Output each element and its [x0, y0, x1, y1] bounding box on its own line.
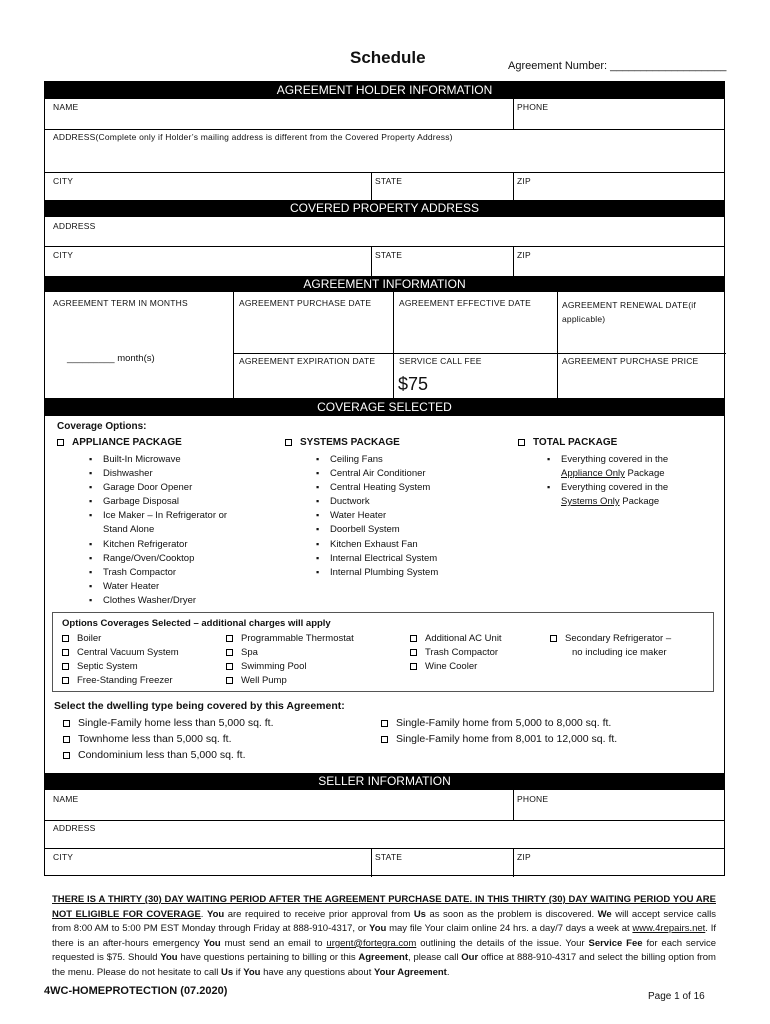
- checkbox-icon: [62, 649, 69, 656]
- option-wine-cooler[interactable]: Wine Cooler: [410, 661, 477, 672]
- systems-package-option[interactable]: [285, 437, 400, 448]
- checkbox-icon: [63, 752, 70, 759]
- checkbox-icon: [62, 663, 69, 670]
- list-item: ▪ Range/Oven/Cooktop: [103, 553, 194, 564]
- effective-date-label: AGREEMENT EFFECTIVE DATE: [399, 298, 532, 308]
- checkbox-icon: [518, 439, 525, 446]
- dwelling-option[interactable]: Single-Family home from 8,001 to 12,000 sq. ft.: [381, 733, 617, 745]
- list-item: ▪ Everything covered in the: [561, 454, 668, 465]
- list-item: ▪ Internal Plumbing System: [330, 567, 438, 578]
- list-item: ▪ Ice Maker – In Refrigerator or: [103, 510, 227, 521]
- seller-state-label: STATE: [375, 852, 403, 862]
- checkbox-icon: [410, 649, 417, 656]
- expiration-date-label: AGREEMENT EXPIRATION DATE: [239, 356, 376, 366]
- renewal-date-label: AGREEMENT RENEWAL DATE(if applicable): [562, 300, 696, 324]
- list-item-continued: Appliance Only Package: [561, 468, 665, 479]
- appliance-package-option[interactable]: [57, 437, 182, 448]
- checkbox-icon: [410, 663, 417, 670]
- property-state-label: STATE: [375, 250, 403, 260]
- checkbox-icon: [226, 677, 233, 684]
- holder-zip-label: ZIP: [517, 176, 531, 186]
- checkbox-icon: [57, 439, 64, 446]
- checkbox-icon: [285, 439, 292, 446]
- seller-name-label: NAME: [53, 794, 79, 804]
- list-item: ▪ Everything covered in the: [561, 482, 668, 493]
- list-item: ▪ Water Heater: [330, 510, 386, 521]
- email-link[interactable]: urgent@fortegra.com: [326, 937, 417, 949]
- list-item: ▪ Clothes Washer/Dryer: [103, 595, 196, 606]
- holder-state-label: STATE: [375, 176, 403, 186]
- section-bar-holder: AGREEMENT HOLDER INFORMATION: [45, 82, 724, 99]
- waiting-period-notice: THERE IS A THIRTY (30) DAY WAITING PERIOD AFTER THE AGREEMENT PURCHASE DATE. IN THIS THIRTY (30) DAY WAITING PERIOD YOU ARE NOT ELIGIBLE FOR COVERAGE. You are required to receive prior approval from Us as soon as the problem is discovered. We will accept service calls from 8:00 AM to 5:00 PM EST Monday through Friday at 888-910-4317, or You may file Your claim online 24 hrs. a day/7 days a week at www.4repairs.net. If there is an after-hours emergency You must send an email to urgent@fortegra.com outlining the details of the issue. Your Service Fee for each service requested is $75. Should You have questions pertaining to billing or this Agreement, please call Our office at 888-910-4317 and select the billing option from the menu. Please do not hesitate to call Us if You have any questions about Your Agreement.: [52, 894, 717, 978]
- holder-city-label: CITY: [53, 176, 74, 186]
- list-item-continued: Systems Only Package: [561, 496, 660, 507]
- checkbox-icon: [410, 635, 417, 642]
- list-item: ▪ Ceiling Fans: [330, 454, 383, 465]
- holder-name-label: NAME: [53, 102, 79, 112]
- dwelling-option[interactable]: Single-Family home less than 5,000 sq. ft.: [63, 717, 274, 729]
- checkbox-icon: [226, 635, 233, 642]
- website-link[interactable]: www.4repairs.net: [632, 923, 706, 935]
- checkbox-icon: [550, 635, 557, 642]
- list-item: ▪ Ductwork: [330, 496, 370, 507]
- option-boiler[interactable]: Boiler: [62, 633, 101, 644]
- list-item: ▪ Garbage Disposal: [103, 496, 179, 507]
- list-item: ▪ Kitchen Refrigerator: [103, 539, 187, 550]
- section-bar-property: COVERED PROPERTY ADDRESS: [45, 200, 724, 217]
- option-septic[interactable]: Septic System: [62, 661, 138, 672]
- purchase-date-label: AGREEMENT PURCHASE DATE: [239, 298, 372, 308]
- property-city-label: CITY: [53, 250, 74, 260]
- page-number: Page 1 of 16: [648, 991, 705, 1002]
- checkbox-icon: [381, 736, 388, 743]
- list-item: ▪ Kitchen Exhaust Fan: [330, 539, 418, 550]
- option-trash-compactor[interactable]: Trash Compactor: [410, 647, 498, 658]
- checkbox-icon: [63, 736, 70, 743]
- purchase-price-label: AGREEMENT PURCHASE PRICE: [562, 356, 699, 366]
- form-code: 4WC-HOMEPROTECTION (07.2020): [44, 985, 228, 997]
- appliance-package-label: APPLIANCE PACKAGE: [72, 437, 182, 448]
- term-label: AGREEMENT TERM IN MONTHS: [53, 298, 188, 308]
- checkbox-icon: [63, 720, 70, 727]
- schedule-form: [44, 81, 725, 876]
- option-spa[interactable]: Spa: [226, 647, 258, 658]
- options-box: [52, 612, 714, 692]
- list-item: ▪ Trash Compactor: [103, 567, 176, 578]
- section-bar-seller: SELLER INFORMATION: [45, 773, 724, 790]
- seller-city-label: CITY: [53, 852, 74, 862]
- option-freezer[interactable]: Free-Standing Freezer: [62, 675, 173, 686]
- option-thermostat[interactable]: Programmable Thermostat: [226, 633, 354, 644]
- service-fee-value: $75: [398, 374, 429, 394]
- option-ac-unit[interactable]: Additional AC Unit: [410, 633, 502, 644]
- months-field[interactable]: _________ month(s): [67, 353, 155, 364]
- seller-address-label: ADDRESS: [53, 823, 96, 833]
- seller-phone-label: PHONE: [517, 794, 549, 804]
- agreement-number-field[interactable]: Agreement Number: ___________________: [508, 60, 727, 72]
- section-bar-coverage: COVERAGE SELECTED: [45, 398, 724, 416]
- checkbox-icon: [226, 649, 233, 656]
- coverage-options-title: Coverage Options:: [57, 421, 147, 432]
- list-item: ▪ Built-In Microwave: [103, 454, 181, 465]
- list-item: ▪ Dishwasher: [103, 468, 153, 479]
- holder-phone-label: PHONE: [517, 102, 549, 112]
- checkbox-icon: [381, 720, 388, 727]
- section-bar-agreement: AGREEMENT INFORMATION: [45, 276, 724, 292]
- option-central-vacuum[interactable]: Central Vacuum System: [62, 647, 179, 658]
- option-pool[interactable]: Swimming Pool: [226, 661, 306, 672]
- dwelling-option[interactable]: Single-Family home from 5,000 to 8,000 sq. ft.: [381, 717, 611, 729]
- list-item: ▪ Internal Electrical System: [330, 553, 437, 564]
- page-title: Schedule: [350, 48, 426, 67]
- option-well-pump[interactable]: Well Pump: [226, 675, 287, 686]
- property-address-label: ADDRESS: [53, 221, 96, 231]
- total-package-option[interactable]: [518, 437, 617, 448]
- checkbox-icon: [226, 663, 233, 670]
- option-secondary-fridge[interactable]: Secondary Refrigerator –: [550, 633, 671, 644]
- list-item: ▪ Central Air Conditioner: [330, 468, 426, 479]
- property-zip-label: ZIP: [517, 250, 531, 260]
- checkbox-icon: [62, 635, 69, 642]
- option-secondary-fridge-note: no including ice maker: [572, 647, 667, 658]
- options-title: Options Coverages Selected – additional charges will apply: [62, 618, 331, 629]
- list-item: ▪ Central Heating System: [330, 482, 430, 493]
- checkbox-icon: [62, 677, 69, 684]
- list-item: ▪ Garage Door Opener: [103, 482, 192, 493]
- list-item: ▪ Doorbell System: [330, 524, 400, 535]
- service-fee-label: SERVICE CALL FEE: [399, 356, 482, 366]
- dwelling-option[interactable]: Townhome less than 5,000 sq. ft.: [63, 733, 232, 745]
- seller-zip-label: ZIP: [517, 852, 531, 862]
- list-item: ▪ Water Heater: [103, 581, 159, 592]
- dwelling-title: Select the dwelling type being covered by this Agreement:: [54, 700, 345, 712]
- systems-package-label: SYSTEMS PACKAGE: [300, 437, 400, 448]
- dwelling-option[interactable]: Condominium less than 5,000 sq. ft.: [63, 749, 246, 761]
- list-item-continued: Stand Alone: [103, 524, 155, 535]
- holder-address-label: ADDRESS(Complete only if Holder’s mailing address is different from the Covered Property Address): [53, 132, 453, 142]
- total-package-label: TOTAL PACKAGE: [533, 437, 618, 448]
